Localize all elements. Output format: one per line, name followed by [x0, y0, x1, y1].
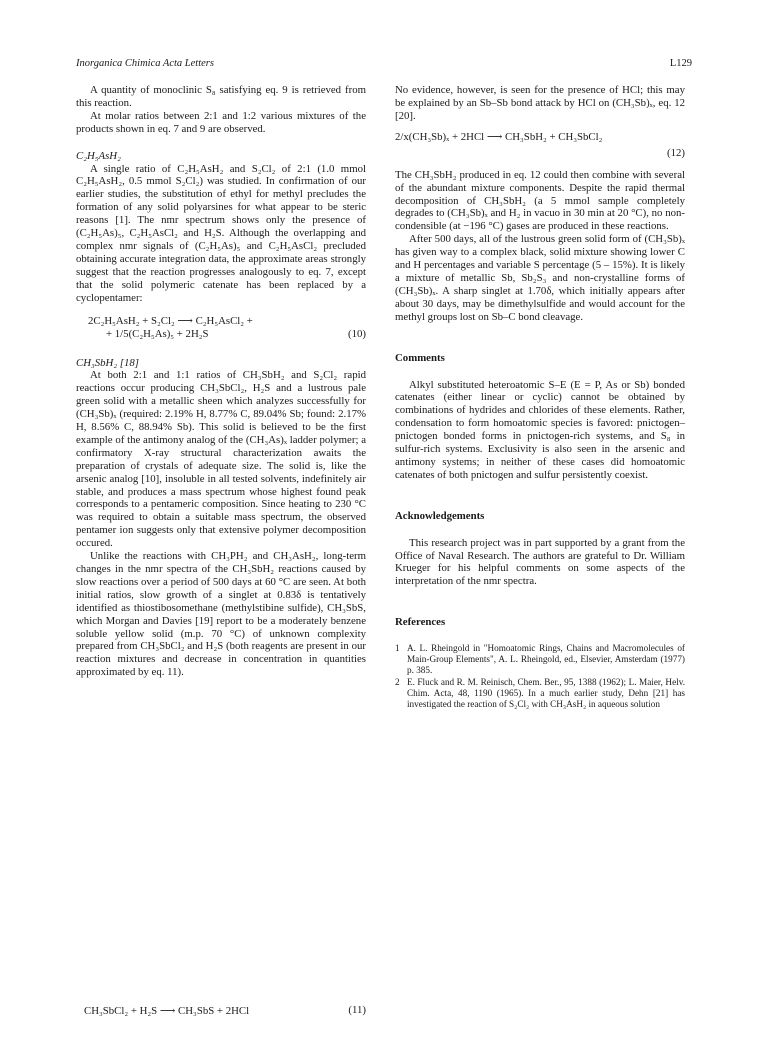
- left-column: [76, 84, 366, 679]
- section-heading-comments: Comments: [395, 351, 445, 364]
- subsection-heading-ethylarsine: C₂H₅AsH₂: [76, 149, 121, 162]
- section-heading-references: References: [395, 616, 446, 629]
- paragraph: A quantity of monoclinic S₈ satisfying eq. 9 is retrieved from this reaction.: [76, 84, 366, 109]
- paragraph: After 500 days, all of the lustrous green solid form of (CH₃Sb)ₓ has given way to a complex black, solid mixture showing lower C and H percentages and variable S percentage (5 – 15%). It is likely a mixture of metallic Sb, Sb₂S₃ and non-crystalline forms of (CH₃Sb)ₓ. A sharp singlet at 1.70δ, which initially appears after about 30 days, may be dimethylsulfide and would account for the methyl groups lost on Sb–C bond cleavage.: [395, 233, 685, 323]
- equation-number: (12): [667, 146, 685, 159]
- paragraph: The CH₃SbH₂ produced in eq. 12 could then combine with several of the abundant mixture components. Despite the rapid thermal decomposition of CH₃SbH₂ (a 5 mmol sample completely degrades to (CH₃Sb)ₓ and H₂ in vacuo in 30 min at 20 °C), no non-condensible (at −196 °C) gases are produced in these reactions.: [395, 168, 685, 233]
- reference-number: 2: [395, 677, 400, 688]
- equation-line: + 1/5(C₂H₅As)₅ + 2H₂S: [106, 327, 209, 340]
- paragraph: No evidence, however, is seen for the presence of HCl; this may be explained by an Sb–Sb bond attack by HCl on (CH₃Sb)ₓ, eq. 12 [20].: [395, 84, 685, 122]
- reference-text: E. Fluck and R. M. Reinisch, Chem. Ber., 95, 1388 (1962); L. Maier, Helv. Chim. Acta, 48, 1190 (1965). In a much earlier study, Dehn [21] has investigated the reaction of S₂Cl₂ with CH₃AsH₂ in aqueous solution: [407, 677, 685, 710]
- paragraph: Alkyl substituted heteroatomic S–E (E = P, As or Sb) bonded catenates (either linear or cyclic) cannot be obtained by combinations of hydrides and chlorides of these elements. Rather, condensation to form homoatomic species is favored: pnictogen–pnictogen bonded forms in pnictogen-rich systems, and S₈ in sulfur-rich systems. Exclusivity is also seen in the arsenic and antimony systems; in neither of these cases did homoatomic catenates of both pnictogen and sulfur persistently coexist.: [395, 378, 685, 481]
- reference-item: [395, 643, 685, 676]
- section-heading-acknowledgements: Acknowledgements: [395, 509, 485, 522]
- paragraph: This research project was in part supported by a grant from the Office of Naval Research. The authors are grateful to Dr. William Krueger for his helpful comments on some aspects of the interpretation of the nmr spectra.: [395, 536, 685, 588]
- page-number: L129: [669, 58, 692, 69]
- subsection-heading-methylstibine: CH₃SbH₂ [18]: [76, 356, 139, 369]
- equation-12: [395, 131, 685, 161]
- reference-list: [395, 643, 685, 710]
- reference-text: A. L. Rheingold in "Homoatomic Rings, Chains and Macromolecules of Main-Group Elements", A. L. Rheingold, ed., Elsevier, Amsterdam (1977) p. 385.: [407, 643, 685, 676]
- equation-number: (10): [348, 327, 366, 340]
- reference-number: 1: [395, 643, 400, 654]
- paragraph: A single ratio of C₂H₅AsH₂ and S₂Cl₂ of 2:1 (1.0 mmol C₂H₅AsH₂, 0.5 mmol S₂Cl₂) was studied. In confirmation of our earlier studies, the substitution of ethyl for methyl precludes the formation of any solid polyarsines for what appear to be steric reasons [1]. The nmr spectrum shows only the presence of (C₂H₅As)₅, C₂H₅AsCl₂ and H₂S. Although the overlapping and complex nmr signals of (C₂H₅As)₅ and C₂H₅AsCl₂ precluded obtaining accurate integration data, the approximate areas strongly suggest that the reaction progresses analogously to eq. 7, except that the solid polymeric catenate has been replaced by a cyclopentamer:: [76, 162, 366, 304]
- paragraph: At both 2:1 and 1:1 ratios of CH₃SbH₂ and S₂Cl₂ rapid reactions occur producing CH₃SbCl₂, H₂S and a lustrous pale green solid with a metallic sheen which analyzes successfully for (CH₃Sb)ₓ (required: 2.19% H, 8.77% C, 89.04% Sb; found: 2.17% H, 8.56% C, 88.94% Sb). This solid is believed to be the first example of the antimony analog of the (CH₃As)ₓ ladder polymer; a confirmatory X-ray structural characterization awaits the preparation of crystals of adequate size. The solid is, like the arsenic analog [10], insoluble in all tested solvents, indefinitely air stable, and produces a mass spectrum whose highest found peak corresponds to a pentameric composition. Since heating to 230 °C was required to obtain a suitable mass spectrum, the observed pentamer ion suggests only that extensive polymer decomposition occured.: [76, 369, 366, 550]
- running-head: [76, 58, 692, 72]
- equation-number: (11): [348, 1004, 366, 1016]
- right-column: [395, 84, 685, 711]
- equation-line: 2C₂H₅AsH₂ + S₂Cl₂ ⟶ C₂H₅AsCl₂ +: [88, 314, 253, 327]
- equation-10: [76, 315, 366, 343]
- reference-item: [395, 677, 685, 710]
- paragraph: Unlike the reactions with CH₃PH₂ and CH₃AsH₂, long-term changes in the nmr spectra of the CH₃SbH₂ reactions caused by slow reactions over a period of 500 days at 60 °C are seen. At both initial ratios, slow growth of a singlet at 0.83δ is tentatively identified as thiostibosomethane (methylstibine sulfide), CH₃SbS, which Morgan and Davies [19] report to be a moderately benzene soluble yellow solid (m.p. 70 °C) of unknown complexity prepared from CH₃SbCl₂ and H₂S (both reagents are present in our reaction mixtures and decrease in concentration in quantities approximated by eq. 11).: [76, 550, 366, 679]
- journal-title: Inorganica Chimica Acta Letters: [76, 58, 214, 69]
- equation-line: 2/x(CH₃Sb)ₓ + 2HCl ⟶ CH₃SbH₂ + CH₃SbCl₂: [395, 130, 603, 143]
- paragraph: At molar ratios between 2:1 and 1:2 various mixtures of the products shown in eq. 7 and 9 are observed.: [76, 109, 366, 135]
- equation-line: CH₃SbCl₂ + H₂S ⟶ CH₃SbS + 2HCl: [84, 1005, 250, 1017]
